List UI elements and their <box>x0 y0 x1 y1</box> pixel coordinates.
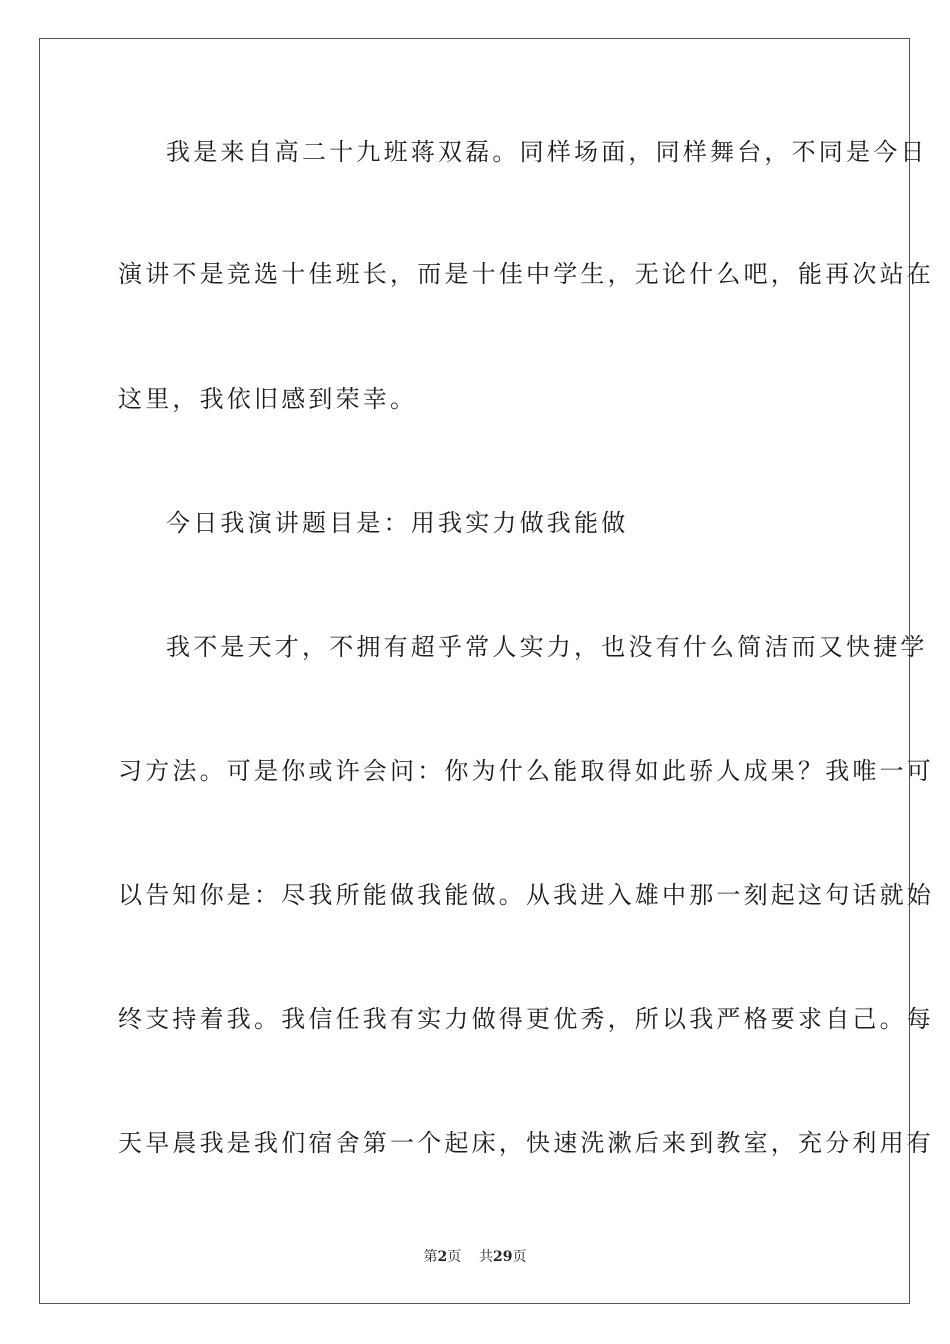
page-border <box>39 38 934 1304</box>
total-pages: 29 <box>493 1249 513 1265</box>
paragraph-2-line-1: 今日我演讲题目是：用我实力做我能做 <box>166 509 629 537</box>
paragraph-3-line-4: 终支持着我。我信任我有实力做得更优秀，所以我严格要求自己。每 <box>118 1005 934 1033</box>
page-prefix: 第 <box>423 1249 438 1265</box>
total-prefix: 共 <box>479 1249 494 1265</box>
paragraph-1-line-1: 我是来自高二十九班蒋双磊。同样场面，同样舞台，不同是今日 <box>166 138 928 166</box>
paragraph-3-line-5: 天早晨我是我们宿舍第一个起床，快速洗漱后来到教室，充分利用有 <box>118 1129 934 1157</box>
paragraph-3-line-2: 习方法。可是你或许会问：你为什么能取得如此骄人成果？我唯一可 <box>118 757 934 785</box>
page-suffix: 页 <box>447 1249 462 1265</box>
total-suffix: 页 <box>512 1249 527 1265</box>
paragraph-1-line-2: 演讲不是竞选十佳班长，而是十佳中学生，无论什么吧，能再次站在 <box>118 260 934 288</box>
page-number: 2 <box>437 1249 448 1265</box>
paragraph-1-line-3: 这里，我依旧感到荣幸。 <box>118 385 418 413</box>
paragraph-3-line-3: 以告知你是：尽我所能做我能做。从我进入雄中那一刻起这句话就始 <box>118 881 934 909</box>
page-footer <box>0 1246 950 1266</box>
paragraph-3-line-1: 我不是天才，不拥有超乎常人实力，也没有什么简洁而又快捷学 <box>166 633 928 661</box>
